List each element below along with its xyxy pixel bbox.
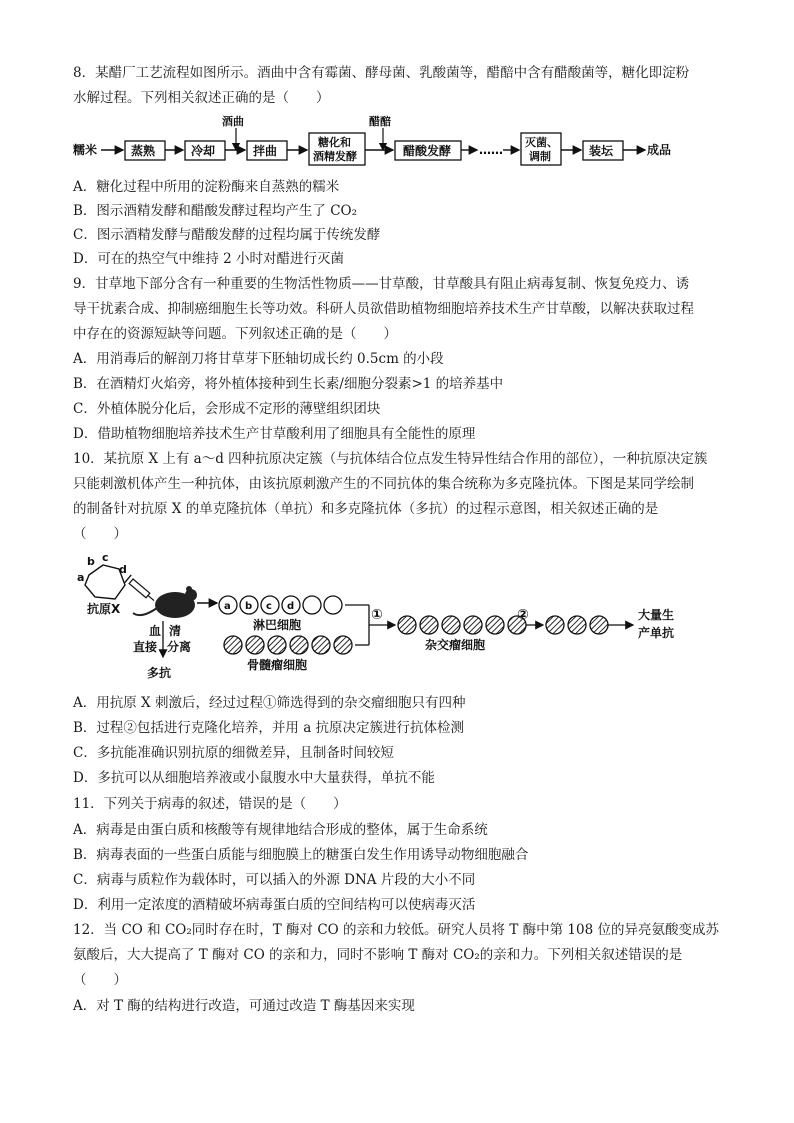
q12-option-a: A．对 T 酶的结构进行改造，可通过改造 T 酶基因来实现	[73, 998, 415, 1014]
flow-step-label: 装坛	[589, 144, 614, 158]
flow-step-label: 灭菌、	[525, 136, 558, 149]
svg-text:c: c	[266, 601, 272, 612]
syringe-icon	[125, 575, 157, 605]
q11-stem: 11．下列关于病毒的叙述，错误的是（ ）	[73, 796, 347, 812]
direct-label-1: 直接	[133, 640, 158, 654]
epitope-a-label: a	[77, 571, 85, 584]
serum-label-1: 血	[149, 624, 162, 638]
flow-step-label: 酒精发酵	[313, 150, 357, 163]
direct-label-2: 分离	[167, 640, 192, 654]
flow-step-label: 冷却	[191, 144, 216, 158]
flow-start-label: 糯米	[73, 143, 98, 157]
q10-stem-line4: （ ）	[73, 526, 127, 542]
epitope-b-label: b	[87, 555, 95, 568]
q11-option-d: D．利用一定浓度的酒精破坏病毒蛋白质的空间结构可以使病毒灭活	[73, 897, 476, 913]
q10-option-b: B．过程②包括进行克隆化培养，并用 a 抗原决定簇进行抗体检测	[73, 720, 465, 736]
q10-option-a: A．用抗原 X 刺激后，经过过程①筛选得到的杂交瘤细胞只有四种	[73, 695, 466, 711]
mass-production-label-1: 大量生	[638, 608, 675, 622]
q8-process-flow-diagram	[73, 115, 713, 171]
q8-stem-line1: 8．某醋厂工艺流程如图所示。酒曲中含有霉菌、酵母菌、乳酸菌等，醋醅中含有醋酸菌等，糖化即淀粉	[73, 65, 690, 81]
flow-step-label: 糖化和	[318, 136, 351, 149]
q12-stem-line1: 12．当 CO 和 CO₂同时存在时，T 酶对 CO 的亲和力较低。研究人员将 T 酶中第 108 位的异亮氨酸变成苏	[73, 922, 719, 938]
flow-step-label: 蒸熟	[131, 144, 156, 158]
q9-option-c: C．外植体脱分化后，会形成不定形的薄壁组织团块	[73, 401, 381, 417]
flow-end-label: 成品	[647, 143, 672, 157]
q12-stem-line2: 氨酸后，大大提高了 T 酶对 CO 的亲和力，同时不影响 T 酶对 CO₂的亲和力。下列相关叙述错误的是	[73, 947, 683, 963]
q8-stem-line2: 水解过程。下列相关叙述正确的是（ ）	[73, 90, 330, 106]
flow-step-label: 醋酸发酵	[403, 144, 452, 158]
q10-stem-line2: 只能刺激机体产生一种抗体，由该抗原刺激产生的不同抗体的集合统称为多克隆抗体。下图是某同学绘制	[73, 476, 694, 492]
lymphocyte-label: 淋巴细胞	[253, 618, 302, 632]
q12-stem-line3: （ ）	[73, 972, 127, 988]
epitope-c-label: c	[102, 553, 109, 564]
q10-option-d: D．多抗可以从细胞培养液或小鼠腹水中大量获得，单抗不能	[73, 770, 435, 786]
svg-text:a: a	[224, 601, 231, 612]
antigen-x-label: 抗原X	[87, 602, 121, 616]
q9-option-b: B．在酒精灯火焰旁，将外植体接种到生长素/细胞分裂素>1 的培养基中	[73, 376, 504, 392]
q10-option-c: C．多抗能准确识别抗原的细微差异，且制备时间较短	[73, 745, 394, 761]
flow-input-label: 酒曲	[222, 115, 244, 128]
q11-option-a: A．病毒是由蛋白质和核酸等有规律地结合形成的整体，属于生命系统	[73, 822, 488, 838]
q9-option-d: D．借助植物细胞培养技术生产甘草酸利用了细胞具有全能性的原理	[73, 426, 476, 442]
q9-stem-line3: 中存在的资源短缺等问题。下列叙述正确的是（ ）	[73, 326, 397, 342]
serum-label-2: 清	[169, 624, 182, 638]
epitope-d-label: d	[119, 563, 127, 576]
svg-text:b: b	[245, 601, 253, 612]
q9-stem-line1: 9．甘草地下部分含有一种重要的生物活性物质——甘草酸，甘草酸具有阻止病毒复制、恢复免疫力、诱	[73, 276, 690, 292]
q8-option-d: D．可在的热空气中维持 2 小时对醋进行灭菌	[73, 251, 344, 267]
flow-input-label: 醋醅	[369, 115, 391, 128]
q10-antibody-diagram	[73, 553, 713, 688]
q9-stem-line2: 导干扰素合成、抑制癌细胞生长等功效。科研人员欲借助植物细胞培养技术生产甘草酸，以解决获取过程	[73, 301, 694, 317]
q8-option-c: C．图示酒精发酵与醋酸发酵的过程均属于传统发酵	[73, 227, 381, 243]
svg-text:d: d	[287, 601, 295, 612]
step-1-label: ①	[371, 607, 383, 623]
myeloma-label: 骨髓瘤细胞	[247, 658, 308, 672]
flow-step-label: 拌曲	[253, 144, 278, 158]
q9-option-a: A．用消毒后的解剖刀将甘草芽下胚轴切成长约 0.5cm 的小段	[73, 351, 444, 367]
polyclonal-label: 多抗	[147, 666, 172, 680]
q10-stem-line3: 的制备针对抗原 X 的单克隆抗体（单抗）和多克隆抗体（多抗）的过程示意图，相关叙述正确的是	[73, 501, 659, 517]
hybridoma-label: 杂交瘤细胞	[425, 638, 486, 652]
q8-option-a: A．糖化过程中所用的淀粉酶来自蒸熟的糯米	[73, 179, 340, 195]
step-2-label: ②	[517, 607, 529, 623]
q11-option-c: C．病毒与质粒作为载体时，可以插入的外源 DNA 片段的大小不同	[73, 872, 476, 888]
q11-option-b: B．病毒表面的一些蛋白质能与细胞膜上的糖蛋白发生作用诱导动物细胞融合	[73, 847, 529, 863]
q10-stem-line1: 10．某抗原 X 上有 a～d 四种抗原决定簇（与抗体结合位点发生特异性结合作用的部位），一种抗原决定簇	[73, 451, 708, 467]
flow-step-label: 调制	[529, 150, 551, 163]
mass-production-label-2: 产单抗	[638, 626, 675, 640]
q8-option-b: B．图示酒精发酵和醋酸发酵过程均产生了 CO₂	[73, 203, 358, 219]
flow-ellipsis: ……	[479, 143, 503, 157]
